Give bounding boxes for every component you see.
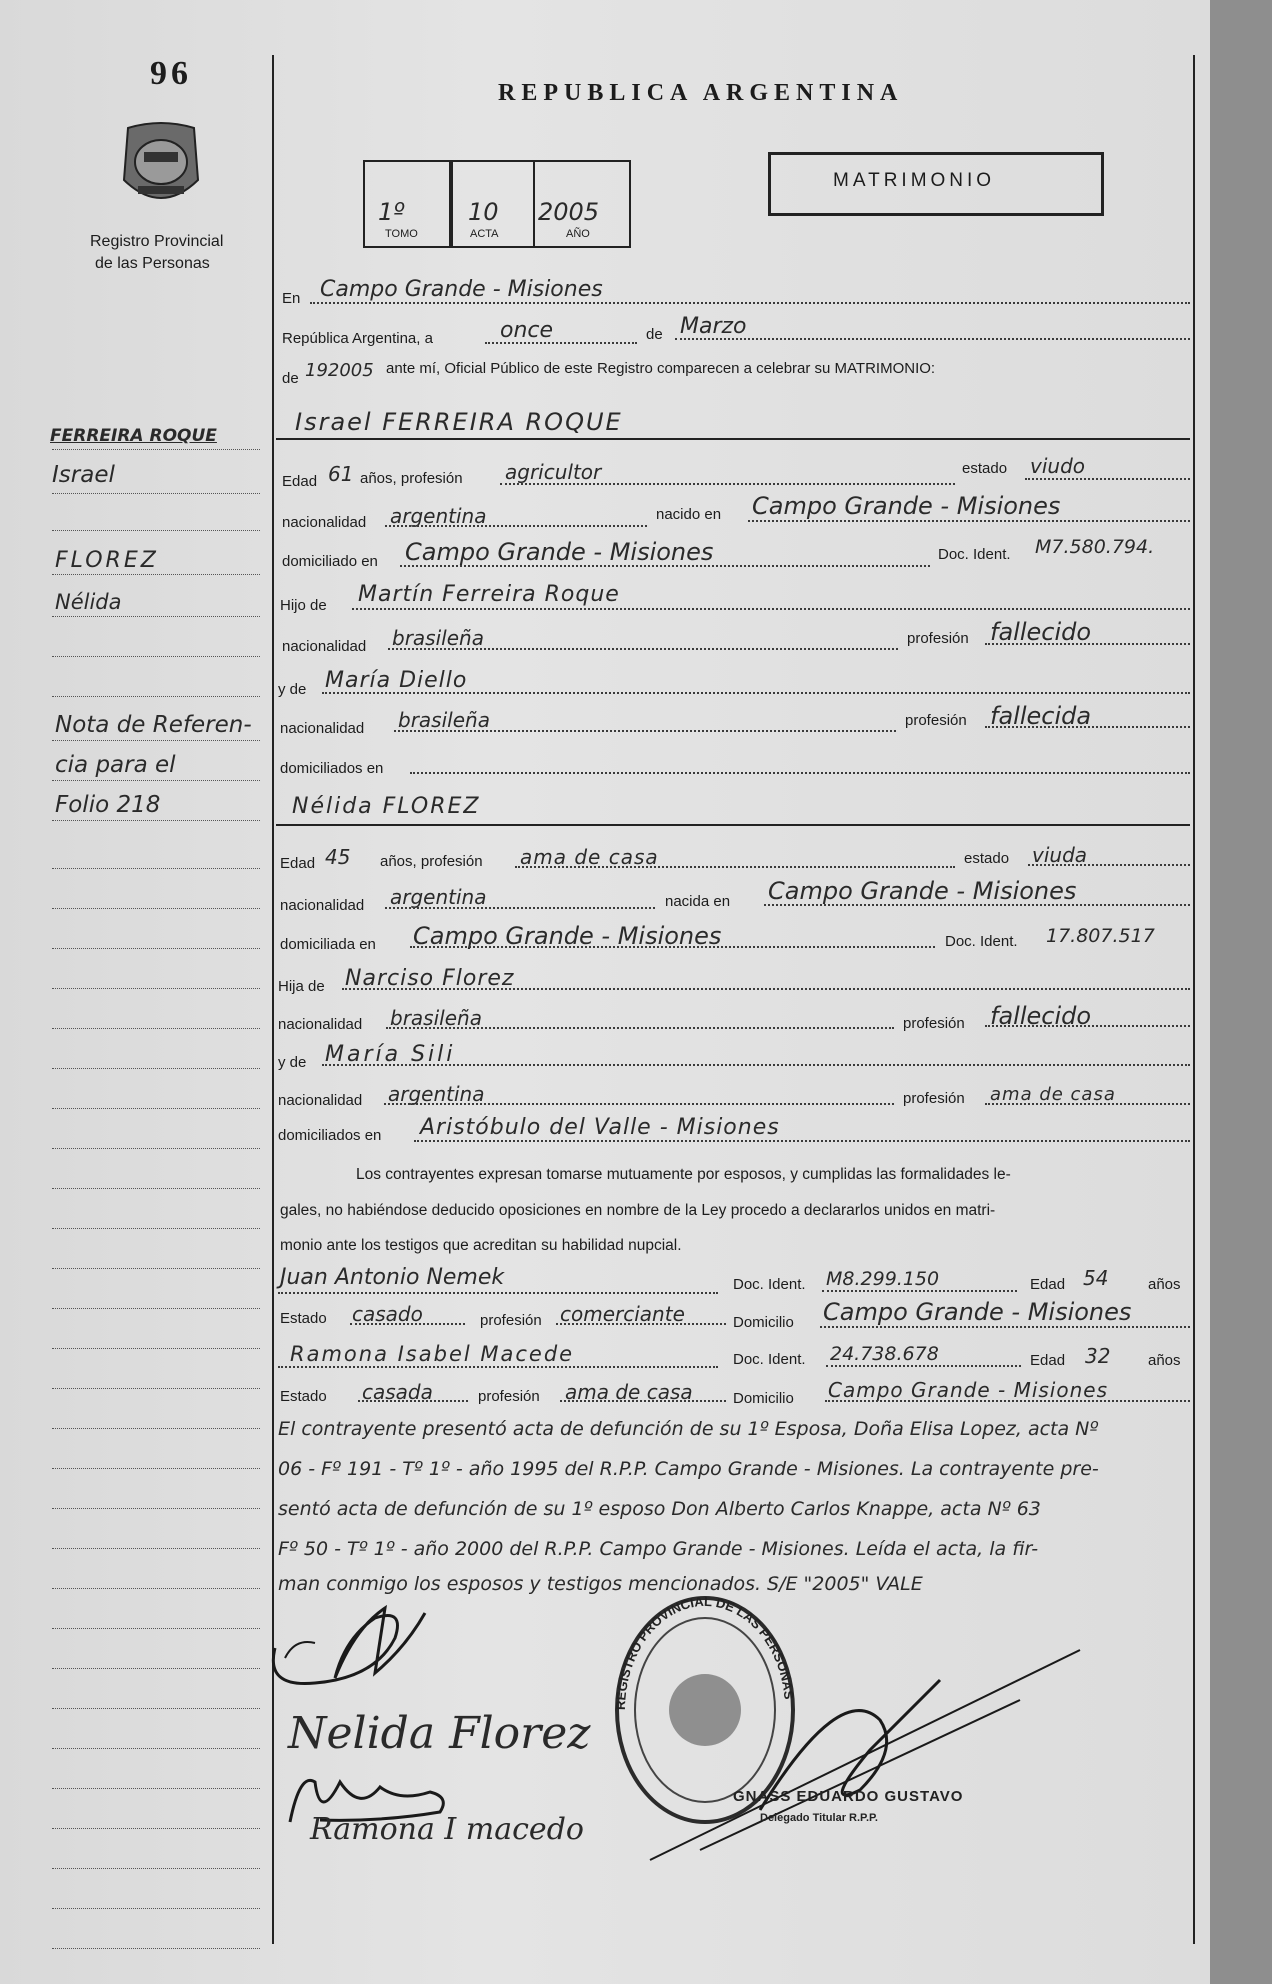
official-signature — [640, 1640, 1100, 1870]
margin-line-9 — [52, 780, 260, 781]
groom-father-prof: fallecido — [990, 618, 1092, 646]
witness1-prof-label: profesión — [480, 1312, 542, 1329]
margin-line-14 — [52, 988, 260, 989]
groom-mother-nat-label: nacionalidad — [280, 720, 365, 737]
witness1-edad-label: Edad — [1030, 1276, 1066, 1293]
bride-nacida-label: nacida en — [665, 893, 731, 910]
official-title: Delegado Titular R.P.P. — [760, 1812, 878, 1824]
bride-mother-prof: ama de casa — [990, 1084, 1116, 1105]
place-value: Campo Grande - Misiones — [320, 277, 603, 302]
witness1-domicile: Campo Grande - Misiones — [823, 1298, 1132, 1326]
witness1-prof-line — [556, 1323, 726, 1325]
observation-line-2: 06 - Fº 191 - Tº 1º - año 1995 del R.P.P. Campo Grande - Misiones. La contrayente pre- — [278, 1458, 1099, 1480]
de-label: de — [646, 326, 663, 343]
bride-parents-dom: Aristóbulo del Valle - Misiones — [420, 1115, 780, 1140]
observation-line-5: man conmigo los esposos y testigos mencionados. S/E "2005" VALE — [278, 1573, 923, 1595]
bride-father-prof: fallecido — [990, 1002, 1092, 1030]
groom-domicile-line — [400, 565, 930, 567]
ano-value: 2005 — [538, 198, 600, 226]
groom-edad-label: Edad — [282, 473, 318, 490]
bride-signature: Nelida Florez — [288, 1708, 591, 1759]
margin-line-19 — [52, 1188, 260, 1189]
witness2-profession: ama de casa — [565, 1380, 693, 1404]
witness1-name-line — [278, 1292, 718, 1294]
groom-nacido-label: nacido en — [656, 506, 722, 523]
groom-father-nat-label: nacionalidad — [282, 638, 367, 655]
margin-line-24 — [52, 1388, 260, 1389]
groom-estado-label: estado — [962, 460, 1008, 477]
groom-profession: agricultor — [505, 460, 602, 484]
margin-note-line-3: Folio 218 — [55, 792, 161, 818]
margin-line-18 — [52, 1148, 260, 1149]
bride-father-prof-label: profesión — [903, 1015, 965, 1032]
witness2-name-line — [278, 1366, 718, 1368]
acta-label: ACTA — [470, 228, 499, 240]
groom-signature — [255, 1588, 455, 1698]
margin-line-4 — [52, 574, 260, 575]
margin-line-21 — [52, 1268, 260, 1269]
declaration-line-1: Los contrayentes expresan tomarse mutuamente por esposos, y cumplidas las formalidades le- — [356, 1166, 1011, 1183]
groom-father-line — [352, 608, 1190, 610]
observation-line-1: El contrayente presentó acta de defunción de su 1º Esposa, Doña Elisa Lopez, acta Nº — [278, 1418, 1099, 1440]
margin-bride-surname: FLOREZ — [55, 548, 159, 573]
margin-line-37 — [52, 1908, 260, 1909]
witness1-dom-label: Domicilio — [733, 1314, 794, 1331]
witness2-estado-label: Estado — [280, 1388, 327, 1405]
witness2-signature: Ramona I macedo — [310, 1812, 584, 1847]
witness1-doc-line — [822, 1290, 1017, 1292]
groom-estado: viudo — [1030, 454, 1085, 478]
margin-line-35 — [52, 1828, 260, 1829]
bride-domicile-line — [410, 946, 935, 948]
groom-estado-line — [1025, 478, 1190, 480]
bride-hija-label: Hija de — [278, 978, 325, 995]
margin-line-5 — [52, 616, 260, 617]
bride-parents-dom-line — [414, 1140, 1190, 1142]
groom-mother-prof-line — [985, 726, 1190, 728]
bride-birthplace: Campo Grande - Misiones — [768, 877, 1077, 905]
de2-label: de — [282, 370, 299, 387]
groom-birthplace-line — [748, 520, 1190, 522]
witness2-prof-line — [560, 1400, 726, 1402]
witness2-doc: 24.738.678 — [830, 1343, 939, 1365]
bride-mother-prof-line — [985, 1103, 1190, 1105]
margin-line-6 — [52, 656, 260, 657]
declaration-line-2: gales, no habiéndose deducido oposiciones en nombre de la Ley procedo a declararlos unidos en matri- — [280, 1202, 996, 1219]
bride-mother-nat: argentina — [388, 1082, 485, 1106]
bride-full-name: Nélida FLOREZ — [292, 794, 481, 819]
witness1-doc-label: Doc. Ident. — [733, 1276, 806, 1293]
month-line — [675, 338, 1190, 340]
bride-name-rule — [276, 824, 1190, 826]
witness2-doc-line — [826, 1365, 1021, 1367]
margin-line-34 — [52, 1788, 260, 1789]
margin-line-13 — [52, 948, 260, 949]
groom-father-prof-label: profesión — [907, 630, 969, 647]
bride-nationality-line — [385, 907, 655, 909]
year-value: 192005 — [305, 360, 374, 381]
groom-mother-nat: brasileña — [398, 708, 490, 732]
bride-age: 45 — [325, 845, 351, 869]
witness1-dom-line — [820, 1326, 1190, 1328]
bride-father: Narciso Florez — [345, 966, 515, 991]
groom-nationality-line — [385, 525, 647, 527]
bride-mother-prof-label: profesión — [903, 1090, 965, 1107]
right-rule — [1193, 55, 1195, 1944]
groom-father-nat: brasileña — [392, 626, 484, 650]
statement-text: ante mí, Oficial Público de este Registro comparecen a celebrar su MATRIMONIO: — [386, 360, 936, 377]
witness1-name: Juan Antonio Nemek — [280, 1265, 505, 1290]
bride-father-prof-line — [985, 1025, 1190, 1027]
bride-mother-nat-label: nacionalidad — [278, 1092, 363, 1109]
margin-line-33 — [52, 1748, 260, 1749]
groom-doc-label: Doc. Ident. — [938, 546, 1011, 563]
witness1-profession: comerciante — [560, 1302, 685, 1326]
margin-line-23 — [52, 1348, 260, 1349]
margin-line-26 — [52, 1468, 260, 1469]
registry-label-2: de las Personas — [95, 255, 210, 272]
seal-text: REGISTRO PROVINCIAL DE LAS PERSONAS — [612, 1593, 797, 1711]
margin-line-3 — [52, 530, 260, 531]
bride-mother: María Sili — [325, 1042, 456, 1067]
bride-father-nat: brasileña — [390, 1006, 482, 1030]
bride-father-line — [342, 988, 1190, 990]
margin-line-32 — [52, 1708, 260, 1709]
groom-full-name: Israel FERREIRA ROQUE — [295, 408, 623, 436]
margin-line-1 — [52, 449, 260, 450]
day-line — [485, 342, 637, 344]
groom-mother-line — [322, 692, 1190, 694]
tomo-label: TOMO — [385, 228, 418, 240]
margin-groom-surname: FERREIRA ROQUE — [50, 426, 217, 446]
margin-line-15 — [52, 1028, 260, 1029]
republica-label: República Argentina, a — [282, 330, 433, 347]
place-line — [310, 302, 1190, 304]
witness2-dom-line — [825, 1400, 1190, 1402]
margin-line-11 — [52, 868, 260, 869]
groom-mother-prof: fallecida — [990, 702, 1092, 730]
groom-father: Martín Ferreira Roque — [358, 582, 620, 607]
witness2-name: Ramona Isabel Macede — [290, 1342, 575, 1366]
bride-doc: 17.807.517 — [1046, 925, 1155, 947]
groom-yde-label: y de — [278, 681, 307, 698]
witness2-anos-label: años — [1148, 1352, 1181, 1369]
country-title: REPUBLICA ARGENTINA — [498, 80, 904, 106]
witness1-estado: casado — [352, 1302, 423, 1326]
witness2-age: 32 — [1085, 1344, 1111, 1368]
margin-line-25 — [52, 1428, 260, 1429]
margin-line-12 — [52, 908, 260, 909]
witness2-domicile: Campo Grande - Misiones — [828, 1378, 1109, 1402]
margin-line-22 — [52, 1308, 260, 1309]
bride-doc-label: Doc. Ident. — [945, 933, 1018, 950]
bride-parents-dom-label: domiciliados en — [278, 1127, 382, 1144]
bride-estado: viuda — [1032, 843, 1088, 867]
bride-yde-label: y de — [278, 1054, 307, 1071]
official-name: GNASS EDUARDO GUSTAVO — [733, 1788, 964, 1805]
bride-profession: ama de casa — [520, 845, 659, 869]
acta-value: 10 — [468, 198, 499, 226]
margin-note-line-2: cia para el — [55, 752, 176, 778]
margin-line-7 — [52, 696, 260, 697]
bride-nationality: argentina — [390, 885, 487, 909]
margin-bride-name: Nélida — [55, 590, 122, 614]
margin-line-28 — [52, 1548, 260, 1549]
bride-estado-label: estado — [964, 850, 1010, 867]
bride-edad-label: Edad — [280, 855, 316, 872]
witness1-anos-label: años — [1148, 1276, 1181, 1293]
margin-line-8 — [52, 740, 260, 741]
groom-doc: M7.580.794. — [1035, 536, 1155, 558]
margin-groom-name: Israel — [52, 462, 115, 488]
witness2-edad-label: Edad — [1030, 1352, 1066, 1369]
matrimonio-label: MATRIMONIO — [833, 170, 996, 191]
bride-father-nat-label: nacionalidad — [278, 1016, 363, 1033]
witness1-doc: M8.299.150 — [826, 1268, 940, 1290]
witness2-dom-label: Domicilio — [733, 1390, 794, 1407]
margin-line-36 — [52, 1868, 260, 1869]
groom-hijo-label: Hijo de — [280, 597, 327, 614]
groom-parents-dom-label: domiciliados en — [280, 760, 384, 777]
ano-label: AÑO — [566, 228, 590, 240]
witness2-estado-line — [358, 1400, 468, 1402]
bride-anos-label: años, profesión — [380, 853, 483, 870]
groom-age: 61 — [328, 462, 354, 486]
groom-birthplace: Campo Grande - Misiones — [752, 492, 1061, 520]
month-value: Marzo — [680, 314, 747, 339]
groom-mother-prof-label: profesión — [905, 712, 967, 729]
margin-line-31 — [52, 1668, 260, 1669]
bride-domicile: Campo Grande - Misiones — [413, 922, 722, 950]
observation-line-4: Fº 50 - Tº 1º - año 2000 del R.P.P. Campo Grande - Misiones. Leída el acta, la fir- — [278, 1538, 1039, 1560]
bride-birthplace-line — [764, 904, 1190, 906]
declaration-line-3: monio ante los testigos que acreditan su habilidad nupcial. — [280, 1237, 682, 1254]
bride-dom-label: domiciliada en — [280, 936, 376, 953]
margin-line-38 — [52, 1948, 260, 1949]
groom-dom-label: domiciliado en — [282, 553, 378, 570]
witness1-age: 54 — [1083, 1266, 1109, 1290]
margin-line-29 — [52, 1588, 260, 1589]
witness1-estado-line — [350, 1323, 465, 1325]
en-label: En — [282, 290, 301, 307]
margin-line-27 — [52, 1508, 260, 1509]
registry-label-1: Registro Provincial — [90, 233, 224, 250]
groom-father-prof-line — [985, 643, 1190, 645]
groom-anos-label: años, profesión — [360, 470, 463, 487]
observation-line-3: sentó acta de defunción de su 1º esposo Don Alberto Carlos Knappe, acta Nº 63 — [278, 1498, 1041, 1520]
tomo-value: 1º — [378, 198, 405, 226]
witness2-prof-label: profesión — [478, 1388, 540, 1405]
bride-father-nat-line — [386, 1027, 894, 1029]
groom-father-nat-line — [388, 648, 898, 650]
groom-mother-nat-line — [394, 730, 896, 732]
margin-line-20 — [52, 1228, 260, 1229]
margin-line-17 — [52, 1108, 260, 1109]
groom-parents-dom-line — [410, 772, 1190, 774]
groom-domicile: Campo Grande - Misiones — [405, 538, 714, 566]
witness2-doc-label: Doc. Ident. — [733, 1351, 806, 1368]
groom-name-rule — [276, 438, 1190, 440]
groom-nationality: argentina — [390, 504, 487, 528]
page-number: 96 — [150, 55, 192, 92]
coat-of-arms-icon — [118, 120, 204, 212]
margin-line-30 — [52, 1628, 260, 1629]
day-value: once — [500, 318, 554, 343]
groom-mother: María Diello — [325, 668, 468, 693]
witness2-estado: casada — [362, 1380, 433, 1404]
bride-mother-nat-line — [384, 1103, 894, 1105]
bride-nac-label: nacionalidad — [280, 897, 365, 914]
margin-note-line-1: Nota de Referen- — [55, 712, 252, 738]
witness1-estado-label: Estado — [280, 1310, 327, 1327]
bride-profession-line — [515, 866, 955, 868]
margin-line-10 — [52, 820, 260, 821]
bride-estado-line — [1028, 864, 1190, 866]
groom-nac-label: nacionalidad — [282, 514, 367, 531]
groom-profession-line — [500, 483, 955, 485]
margin-line-2 — [52, 493, 260, 494]
margin-line-16 — [52, 1068, 260, 1069]
bride-mother-line — [322, 1064, 1190, 1066]
